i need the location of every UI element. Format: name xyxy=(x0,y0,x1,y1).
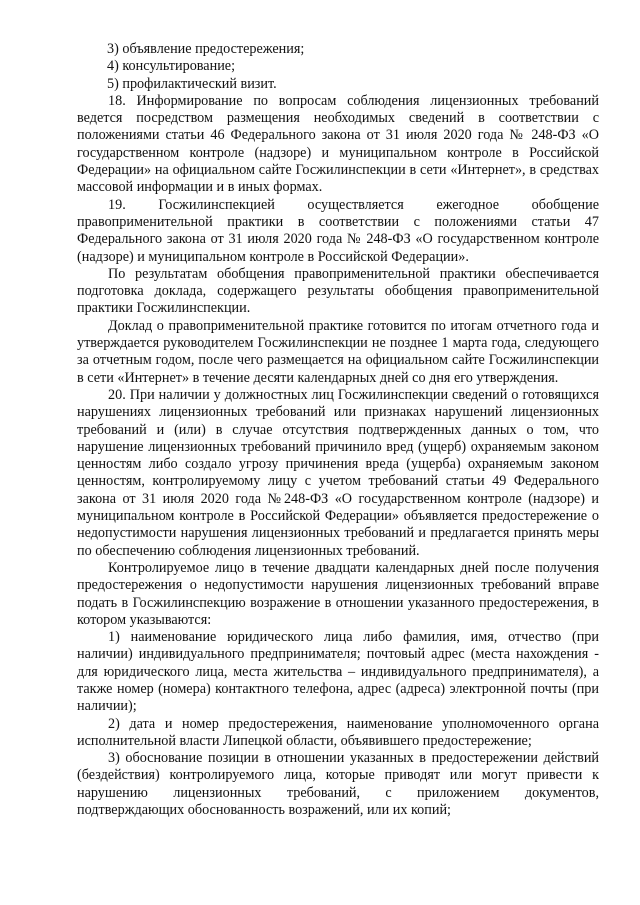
document-body xyxy=(77,41,599,819)
paragraph-20: 20. При наличии у должностных лиц Госжилинспекции сведений о готовящихся нарушениях лицензионных требований или признаках нарушений лицензионных требований и (или) в случае отсутствия подтвержденных данных о том, что нарушение лицензионных требований причинило вред (ущерб) охраняемым законом ценностям либо создало угрозу причинения вреда (ущерба) охраняемым законом ценностям, контролируемому лицу с учетом требований статьи 49 Федерального закона от 31 июля 2020 года №248-ФЗ «О государственном контроле (надзоре) и муниципальном контроле в Российской Федерации» объявляется предостережение о недопустимости нарушения лицензионных требований и предлагается принять меры по обеспечению соблюдения лицензионных требований. xyxy=(77,386,599,559)
paragraph-results: По результатам обобщения правоприменительной практики обеспечивается подготовка доклада, содержащего результаты обобщения правоприменительной практики Госжилинспекции. xyxy=(77,265,599,317)
list-item-3: 3) объявление предостережения; xyxy=(107,41,305,57)
list-item-5: 5) профилактический визит. xyxy=(107,75,277,92)
paragraph-objection: Контролируемое лицо в течение двадцати календарных дней после получения предостережения о недопустимости нарушения лицензионных требований вправе подать в Госжилинспекцию возражение в отношении указанного предостережения, в котором указываются: xyxy=(77,559,599,628)
paragraph-report: Доклад о правоприменительной практике готовится по итогам отчетного года и утверждается руководителем Госжилинспекции не позднее 1 марта года, следующего за отчетным годом, после чего размещается на официальном сайте Госжилинспекции в сети «Интернет» в течение десяти календарных дней со дня его утверждения. xyxy=(77,317,599,386)
paragraph-objection-item-2: 2) дата и номер предостережения, наименование уполномоченного органа исполнительной власти Липецкой области, объявившего предостережение; xyxy=(77,715,599,749)
paragraph-18: 18. Информирование по вопросам соблюдения лицензионных требований ведется посредством размещения необходимых сведений в соответствии с положениями статьи 46 Федерального закона от 31 июля 2020 года № 248-ФЗ «О государственном контроле (надзоре) и муниципальном контроле в Российской Федерации» на официальном сайте Госжилинспекции в сети «Интернет», в средствах массовой информации и в иных формах. xyxy=(77,92,599,196)
list-item-4: 4) консультирование; xyxy=(107,58,236,75)
paragraph-19: 19. Госжилинспекцией осуществляется ежегодное обобщение правоприменительной практики в соответствии с положениями статьи 47 Федерального закона от 31 июля 2020 года № 248-ФЗ «О государственном контроле (надзоре) и муниципальном контроле в Российской Федерации». xyxy=(77,196,599,265)
paragraph-objection-item-3: 3) обоснование позиции в отношении указанных в предостережении действий (бездействия) контролируемого лица, которые приводят или могут привести к нарушению лицензионных требований, с приложением документов, подтверждающих обоснованность возражений, или их копий; xyxy=(77,750,599,819)
paragraph-objection-item-1: 1) наименование юридического лица либо фамилия, имя, отчество (при наличии) индивидуального предпринимателя; почтовый адрес (места нахождения - для юридического лица, места жительства – индивидуального предпринимателя), а также номер (номера) контактного телефона, адрес (адреса) электронной почты (при наличии); xyxy=(77,629,599,715)
